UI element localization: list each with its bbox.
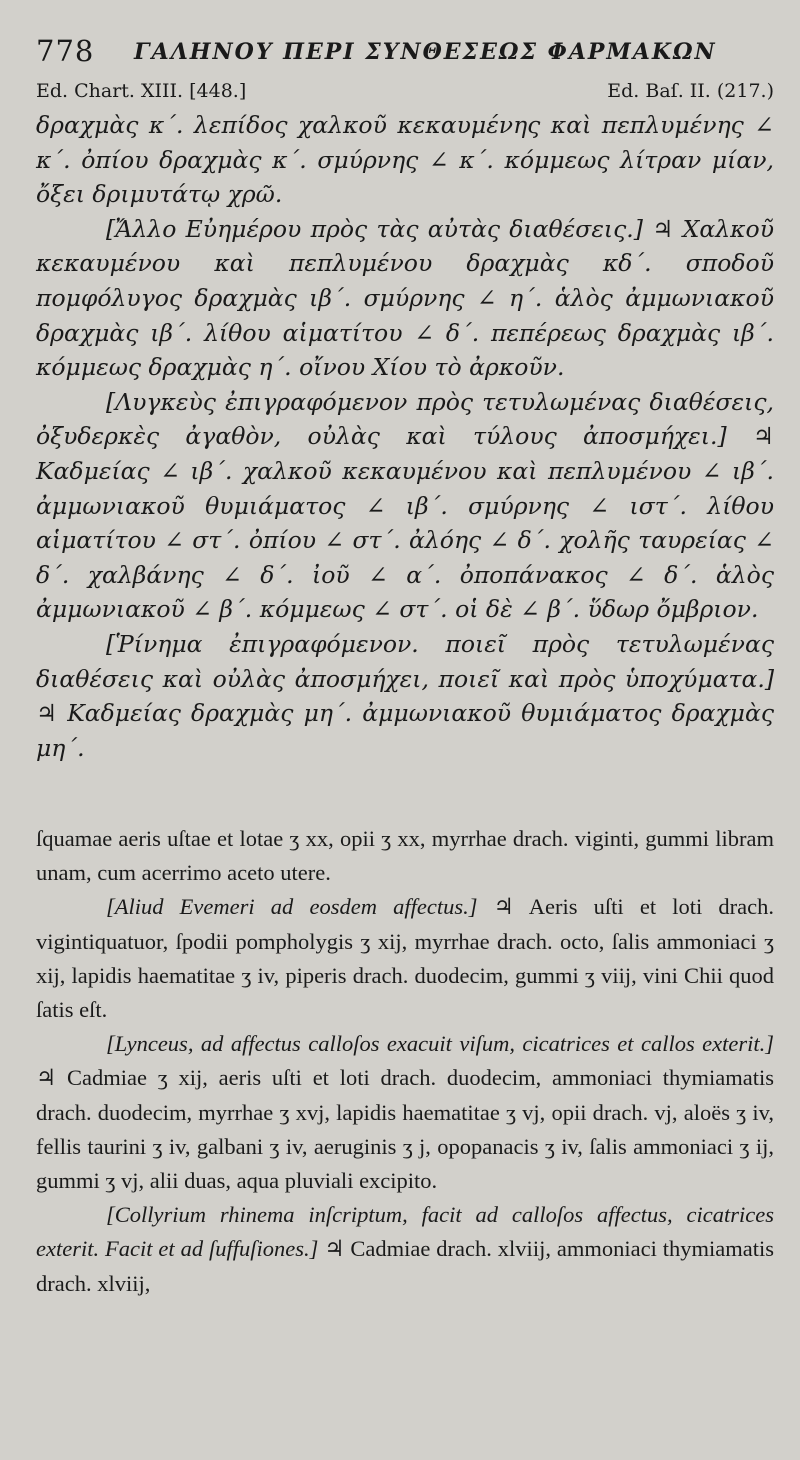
- recipe-heading: [Collyrium rhinema inſcriptum, facit ad calloſos affectus, cicatrices exterit. Facit et ad ſuffuſiones.]: [36, 1202, 774, 1262]
- greek-text: δραχμὰς κ΄. λεπίδος χαλκοῦ κεκαυμένης καὶ πεπλυμένης ∠ κ΄. ὀπίου δραχμὰς κ΄. σμύρνης ∠ κ΄. κόμμεως λίτραν μίαν, ὄξει δριμυτάτῳ χρῶ.: [36, 111, 774, 209]
- latin-text: ſquamae aeris uſtae et lotae ʒ xx, opii ʒ xx, myrrhae drach. viginti, gummi libram unam, cum acerrimo aceto utere.: [36, 826, 774, 886]
- recipe-body: Cadmiae drach. xlviij, ammoniaci thymiamatis drach. xlviij,: [36, 1236, 774, 1296]
- latin-paragraph: [36, 822, 774, 890]
- greek-recipe-paragraph: [36, 212, 774, 385]
- recipe-heading: [Aliud Evemeri ad eosdem affectus.]: [106, 894, 478, 920]
- greek-paragraph: [36, 108, 774, 212]
- latin-recipe-paragraph: [36, 1198, 774, 1301]
- edition-reference-line: [36, 80, 774, 108]
- latin-text-block: [36, 822, 774, 1301]
- recipe-body: Καδμείας ∠ ιβ΄. χαλκοῦ κεκαυμένου καὶ πεπλυμένου ∠ ιβ΄. ἀμμωνιακοῦ θυμιάματος ∠ ιβ΄. σμύρνης ∠ ιστ΄. λίθου αἱματίτου ∠ στ΄. ὀπίου ∠ στ΄. ἀλόης ∠ δ΄. χολῆς ταυρείας ∠ δ΄. χαλβάνης ∠ δ΄. ἰοῦ ∠ α΄. ὀποπάνακος ∠ δ΄. ἁλὸς ἀμμωνιακοῦ ∠ β΄. κόμμεως ∠ στ΄. οἱ δὲ ∠ β΄. ὕδωρ ὄμβριον.: [36, 456, 774, 624]
- recipe-body: Καδμείας δραχμὰς μη΄. ἀμμωνιακοῦ θυμιάματος δραχμὰς μη΄.: [36, 699, 774, 762]
- recipe-body: Χαλκοῦ κεκαυμένου καὶ πεπλυμένου δραχμὰς κδ΄. σποδοῦ πομφόλυγος δραχμὰς ιβ΄. σμύρνης ∠ η΄. ἁλὸς ἀμμωνιακοῦ δραχμὰς ιβ΄. λίθου αἱματίτου ∠ δ΄. πεπέρεως δραχμὰς ιβ΄. κόμμεως δραχμὰς η΄. οἴνου Χίου τὸ ἀρκοῦν.: [36, 214, 774, 382]
- recipe-heading: [Lynceus, ad affectus calloſos exacuit viſum, cicatrices et callos exterit.]: [106, 1031, 774, 1057]
- running-title: ΓΑΛΗΝΟΥ ΠΕΡΙ ΣΥΝΘΕΣΕΩΣ ΦΑΡΜΑΚΩΝ: [134, 39, 717, 65]
- latin-recipe-paragraph: [36, 1027, 774, 1198]
- recipe-symbol-icon: ♃: [493, 894, 514, 920]
- page-header: [36, 34, 776, 70]
- greek-text-block: [36, 108, 774, 765]
- recipe-heading: [Ῥίνημα ἐπιγραφόμενον. ποιεῖ πρὸς τετυλωμένας διαθέσεις καὶ οὐλὰς ἀποσμήχει, ποιεῖ καὶ πρὸς ὑποχύματα.]: [36, 629, 774, 693]
- recipe-symbol-icon: ♃: [36, 1065, 57, 1091]
- recipe-heading: [Λυγκεὺς ἐπιγραφόμενον πρὸς τετυλωμένας διαθέσεις, ὀξυδερκὲς ἀγαθὸν, οὐλὰς καὶ τύλους ἀποσμήχει.]: [36, 387, 774, 451]
- recipe-symbol-icon: ♃: [752, 422, 774, 451]
- page-number: 778: [36, 34, 95, 68]
- recipe-symbol-icon: ♃: [324, 1236, 345, 1262]
- edition-basel-reference: Ed. Baſ. II. (217.): [607, 80, 774, 102]
- recipe-body: Cadmiae ʒ xij, aeris uſti et loti drach. duodecim, ammoniaci thymiamatis drach. duodecim, myrrhae ʒ xvj, lapidis haematitae ʒ vj, opii drach. vj, aloës ʒ iv, fellis taurini ʒ iv, galbani ʒ iv, aeruginis ʒ j, opopanacis ʒ iv, ſalis ammoniaci ʒ ij, gummi ʒ vj, alii duas, aqua pluviali excipito.: [36, 1065, 775, 1194]
- greek-recipe-paragraph: [36, 627, 774, 765]
- recipe-heading: [Ἄλλο Εὐημέρου πρὸς τὰς αὐτὰς διαθέσεις.]: [106, 214, 643, 243]
- edition-chart-reference: Ed. Chart. XIII. [448.]: [36, 80, 247, 102]
- recipe-symbol-icon: ♃: [36, 699, 58, 728]
- recipe-body: Aeris uſti et loti drach. vigintiquatuor, ſpodii pompholygis ʒ xij, myrrhae drach. octo, ſalis ammoniaci ʒ xij, lapidis haematitae ʒ iv, piperis drach. duodecim, gummi ʒ viij, vini Chii quod ſatis eſt.: [36, 894, 775, 1023]
- latin-recipe-paragraph: [36, 890, 774, 1027]
- recipe-symbol-icon: ♃: [652, 214, 674, 243]
- greek-recipe-paragraph: [36, 385, 774, 627]
